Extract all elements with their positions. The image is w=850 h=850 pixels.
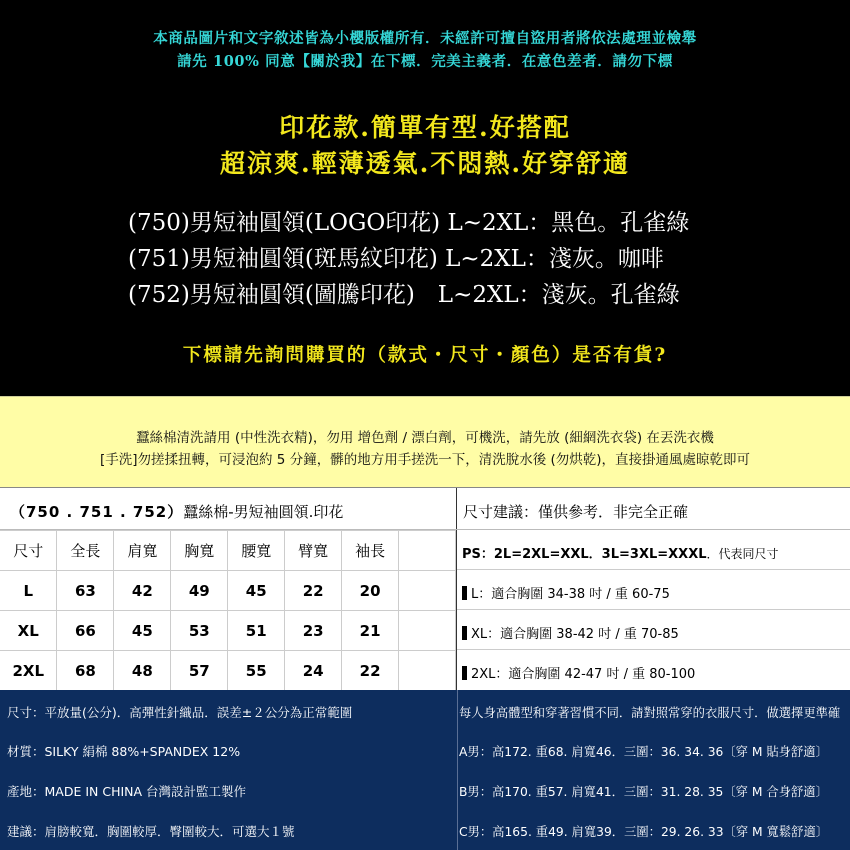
advice-text: 2XL：適合胸圍 42-47 吋 / 重 80-100 bbox=[471, 667, 696, 682]
table-row bbox=[0, 651, 456, 691]
size-equivalence-bold: PS：2L=2XL=XXL．3L=3XL=XXXL bbox=[462, 547, 707, 562]
empty-cell bbox=[399, 531, 456, 571]
table-cell: XL bbox=[0, 611, 57, 651]
empty-cell bbox=[399, 571, 456, 611]
model-item: (751)男短袖圓領(斑馬紋印花) L~2XL：淺灰。咖啡 bbox=[128, 246, 664, 272]
empty-cell bbox=[399, 651, 456, 691]
table-cell: 24 bbox=[285, 651, 342, 691]
table-cell: 49 bbox=[171, 571, 228, 611]
table-cell: 57 bbox=[171, 651, 228, 691]
size-table-title bbox=[0, 488, 457, 530]
table-cell: 22 bbox=[285, 571, 342, 611]
fit-note: 每人身高體型和穿著習慣不同．請對照常穿的衣服尺寸．做選擇更準確 bbox=[459, 706, 841, 720]
spec-line: 建議：肩膀較寬．胸圍較厚．臀圍較大．可選大１號 bbox=[7, 824, 295, 839]
table-row bbox=[0, 571, 456, 611]
specs-panel bbox=[0, 690, 850, 850]
table-cell: 55 bbox=[228, 651, 285, 691]
table-cell: 21 bbox=[342, 611, 399, 651]
black-header-panel bbox=[0, 0, 850, 396]
header-cell: 胸寬 bbox=[171, 531, 228, 571]
bullet-marker bbox=[462, 586, 467, 600]
model-item: (752)男短袖圓領(圖騰印花) L~2XL：淺灰。孔雀綠 bbox=[128, 282, 680, 308]
header-cell: 腰寬 bbox=[228, 531, 285, 571]
advice-text: L：適合胸圍 34-38 吋 / 重 60-75 bbox=[471, 587, 670, 602]
table-row bbox=[0, 611, 456, 651]
table-cell: 45 bbox=[114, 611, 171, 651]
divider bbox=[457, 690, 458, 850]
fit-note: C男：高165. 重49. 肩寬39．三圍：29. 26. 33〔穿 M 寬鬆舒適〕 bbox=[459, 825, 829, 839]
care-line-1: 蠶絲棉清洗請用 (中性洗衣精)，勿用 增色劑 / 漂白劑，可機洗，請先放 (細網洗衣袋) 在丟洗衣機 bbox=[136, 430, 714, 446]
table-cell: 42 bbox=[114, 571, 171, 611]
list-item bbox=[457, 570, 850, 610]
advice-text: XL：適合胸圍 38-42 吋 / 重 70-85 bbox=[471, 627, 679, 642]
model-item: (750)男短袖圓領(LOGO印花) L~2XL：黑色。孔雀綠 bbox=[128, 210, 690, 236]
size-table bbox=[0, 530, 456, 691]
header-cell: 尺寸 bbox=[0, 531, 57, 571]
list-item bbox=[457, 650, 850, 690]
product-codes: （750 . 751 . 752） bbox=[10, 503, 184, 521]
header-cell: 臂寬 bbox=[285, 531, 342, 571]
table-cell: 48 bbox=[114, 651, 171, 691]
care-instructions bbox=[0, 396, 850, 488]
size-equivalence-note bbox=[457, 530, 850, 570]
table-cell: 68 bbox=[57, 651, 114, 691]
table-cell: 66 bbox=[57, 611, 114, 651]
size-section bbox=[0, 488, 850, 690]
product-name: 蠶絲棉-男短袖圓領.印花 bbox=[183, 503, 344, 521]
size-table-header bbox=[0, 531, 456, 571]
stock-inquiry-note: 下標請先詢問購買的（款式・尺寸・顏色）是否有貨? bbox=[182, 345, 668, 366]
size-equivalence-rest: ．代表同尺寸 bbox=[706, 547, 779, 561]
table-cell: 22 bbox=[342, 651, 399, 691]
list-item bbox=[457, 610, 850, 650]
bullet-marker bbox=[462, 666, 467, 680]
spec-line: 尺寸：平放量(公分)．高彈性針織品．誤差±２公分為正常範圍 bbox=[7, 705, 353, 720]
table-cell: 51 bbox=[228, 611, 285, 651]
spec-line: 材質：SILKY 絹棉 88%+SPANDEX 12% bbox=[7, 744, 241, 759]
header-cell: 肩寬 bbox=[114, 531, 171, 571]
bullet-marker bbox=[462, 626, 467, 640]
fit-note: B男：高170. 重57. 肩寬41．三圍：31. 28. 35〔穿 M 合身舒適〕 bbox=[459, 785, 828, 799]
slogan-line-2: 超涼爽.輕薄透氣.不悶熱.好穿舒適 bbox=[219, 149, 631, 178]
table-cell: 2XL bbox=[0, 651, 57, 691]
fit-note: A男：高172. 重68. 肩寬46．三圍：36. 34. 36〔穿 M 貼身舒適〕 bbox=[459, 745, 828, 759]
header-cell: 全長 bbox=[57, 531, 114, 571]
agreement-notice: 請先 100% 同意【關於我】在下標．完美主義者．在意色差者．請勿下標 bbox=[177, 53, 673, 70]
table-cell: 23 bbox=[285, 611, 342, 651]
table-cell: 45 bbox=[228, 571, 285, 611]
size-advice-title: 尺寸建議：僅供參考．非完全正確 bbox=[457, 488, 850, 530]
spec-line: 產地：MADE IN CHINA 台灣設計監工製作 bbox=[7, 784, 247, 799]
care-line-2: [手洗]勿搓揉扭轉，可浸泡約 5 分鐘，髒的地方用手搓洗一下，清洗脫水後 (勿烘乾)，直接掛通風處晾乾即可 bbox=[99, 452, 751, 468]
size-advice-panel bbox=[457, 488, 850, 690]
header-cell: 袖長 bbox=[342, 531, 399, 571]
table-cell: 20 bbox=[342, 571, 399, 611]
model-list bbox=[128, 205, 689, 313]
size-table-panel bbox=[0, 488, 457, 690]
table-cell: 63 bbox=[57, 571, 114, 611]
table-cell: L bbox=[0, 571, 57, 611]
table-cell: 53 bbox=[171, 611, 228, 651]
slogan-line-1: 印花款.簡單有型.好搭配 bbox=[279, 113, 571, 142]
empty-cell bbox=[399, 611, 456, 651]
copyright-notice: 本商品圖片和文字敘述皆為小櫻版權所有．未經許可擅自盜用者將依法處理並檢舉 bbox=[153, 30, 697, 47]
